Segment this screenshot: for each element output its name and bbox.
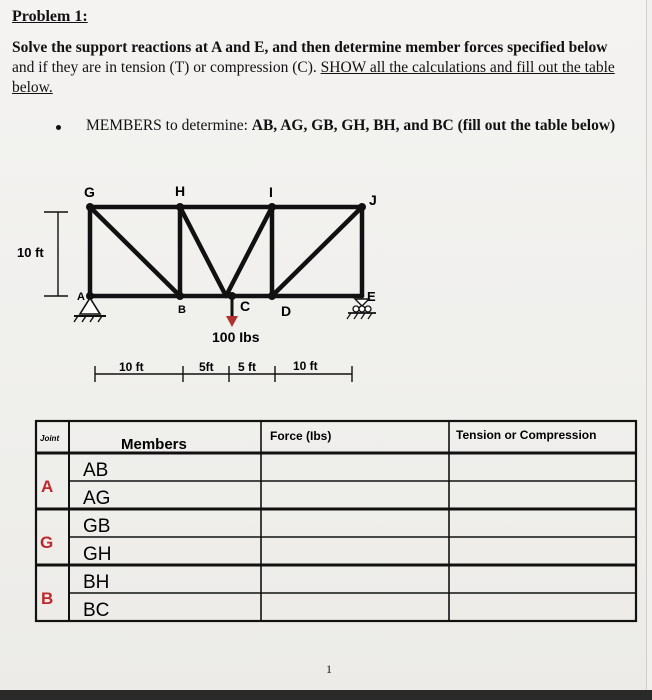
problem-title: Problem 1: (12, 8, 88, 25)
member-cell-GB: GB (83, 516, 111, 537)
tc-input-GB[interactable] (450, 510, 635, 536)
joint-D-dot (268, 292, 276, 300)
height-label: 10 ft (17, 245, 44, 260)
tc-input-BH[interactable] (450, 566, 635, 592)
header-tension-compression: Tension or Compression (456, 428, 597, 442)
tc-input-GH[interactable] (450, 538, 635, 564)
force-input-AG[interactable] (262, 482, 448, 508)
member-cell-BH: BH (83, 572, 110, 593)
member-GB (90, 207, 180, 296)
force-input-GB[interactable] (262, 510, 448, 536)
joint-label-C: C (240, 298, 251, 314)
problem-instructions (12, 38, 640, 98)
members-bullet (62, 117, 615, 135)
joint-label-G: G (84, 184, 95, 200)
joint-label-I: I (269, 184, 273, 200)
span-label-2: 5ft (199, 360, 214, 374)
span-label-4: 10 ft (293, 359, 318, 373)
page-number: 1 (326, 662, 332, 676)
member-cell-GH: GH (83, 544, 112, 565)
tc-input-AG[interactable] (450, 482, 635, 508)
truss-diagram (0, 170, 652, 385)
bullet-members: AB, AG, GB, GH, BH, and BC (fill out the table below) (251, 117, 616, 134)
span-label-1: 10 ft (119, 360, 144, 374)
member-force-table (0, 418, 646, 633)
member-JD (272, 207, 362, 296)
bottom-edge (0, 690, 652, 700)
joint-label-J: J (369, 192, 377, 208)
joint-cell-G: G (40, 533, 54, 552)
member-HC (180, 207, 226, 296)
joint-dots (86, 203, 366, 300)
joint-cell-A: A (41, 477, 54, 496)
joint-cell-B: B (41, 589, 54, 608)
instruction-line-1: Solve the support reactions at A and E, and then determine member forces specified below (12, 39, 608, 56)
load-label: 100 Ibs (212, 329, 260, 345)
force-input-AB[interactable] (262, 454, 448, 480)
span-label-3: 5 ft (238, 360, 256, 374)
header-force: Force (Ibs) (270, 429, 332, 443)
header-joint: Joint (40, 434, 60, 443)
joint-G-dot (86, 203, 94, 211)
joint-label-D: D (281, 303, 292, 319)
member-IC (226, 207, 272, 296)
member-cell-AG: AG (83, 488, 111, 509)
bullet-lead: MEMBERS to determine: (86, 117, 252, 134)
joint-label-B: B (178, 304, 186, 316)
force-input-BH[interactable] (262, 566, 448, 592)
joint-H-dot (176, 203, 184, 211)
force-input-GH[interactable] (262, 538, 448, 564)
member-cell-BC: BC (83, 600, 110, 621)
joint-B-dot (176, 292, 184, 300)
force-input-BC[interactable] (262, 594, 448, 620)
instruction-line-3: below. (12, 79, 53, 96)
joint-label-H: H (175, 183, 186, 199)
joint-J-dot (358, 203, 366, 211)
header-members: Members (121, 436, 187, 453)
instruction-line-2-underlined: SHOW all the calculations and fill out the table (320, 59, 615, 76)
joint-I-dot (268, 203, 276, 211)
joint-label-A: A (77, 291, 85, 303)
instruction-line-2: and if they are in tension (T) or compression (C). (12, 59, 321, 76)
bullet-dot-icon (56, 125, 61, 130)
joint-label-E: E (367, 289, 376, 304)
member-cell-AB: AB (83, 460, 109, 481)
tc-input-BC[interactable] (450, 594, 635, 620)
truss-members (90, 207, 362, 296)
tc-input-AB[interactable] (450, 454, 635, 480)
